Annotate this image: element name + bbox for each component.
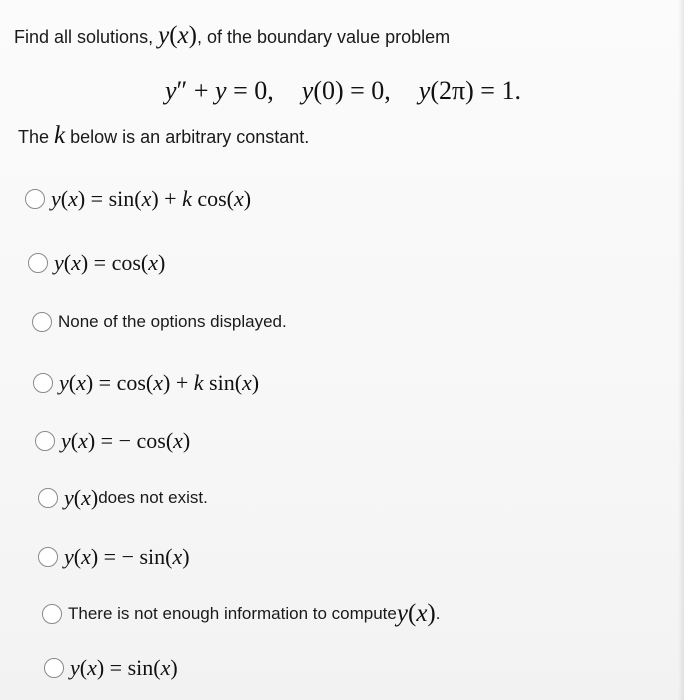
radio-button[interactable] xyxy=(38,547,58,567)
option-label: does not exist. xyxy=(98,488,208,507)
prompt-text-after: , of the boundary value problem xyxy=(196,27,451,47)
option-7[interactable] xyxy=(38,544,190,570)
equation-bc-left: y(0) = 0, xyxy=(301,76,391,105)
note-variable: k xyxy=(54,122,66,149)
question-prompt xyxy=(14,22,450,50)
radio-button[interactable] xyxy=(42,604,62,624)
radio-button[interactable] xyxy=(38,488,58,508)
option-8[interactable] xyxy=(42,600,440,628)
option-label: y(x) = sin(x) + k cos(x) xyxy=(51,186,252,211)
note-text-before: The xyxy=(18,127,55,147)
radio-button[interactable] xyxy=(32,312,52,332)
option-label: y(x) = − cos(x) xyxy=(61,428,191,453)
radio-button[interactable] xyxy=(44,658,64,678)
note-text-after: below is an arbitrary constant. xyxy=(65,127,310,147)
option-3[interactable] xyxy=(32,312,287,332)
radio-button[interactable] xyxy=(28,253,48,273)
option-9[interactable] xyxy=(44,655,178,681)
option-6[interactable] xyxy=(38,485,208,511)
radio-button[interactable] xyxy=(35,431,55,451)
boundary-value-equation xyxy=(165,76,521,106)
prompt-function: y(x) xyxy=(158,22,197,49)
option-label: y(x) = cos(x) + k sin(x) xyxy=(59,370,260,395)
radio-button[interactable] xyxy=(25,189,45,209)
option-4[interactable] xyxy=(33,370,259,396)
constant-note xyxy=(18,122,309,150)
option-label: None of the options displayed. xyxy=(58,312,287,331)
option-5[interactable] xyxy=(35,428,190,454)
option-math: y(x) xyxy=(396,600,436,627)
prompt-text-before: Find all solutions, xyxy=(14,27,159,47)
radio-button[interactable] xyxy=(33,373,53,393)
page-edge-shadow xyxy=(678,0,684,700)
option-label: y(x) = − sin(x) xyxy=(64,544,190,569)
option-label-end: . xyxy=(435,604,441,623)
option-1[interactable] xyxy=(25,186,251,212)
option-label: y(x) = sin(x) xyxy=(70,655,178,680)
equation-ode: y″ + y = 0, xyxy=(165,76,274,105)
option-2[interactable] xyxy=(28,250,165,276)
option-math: y(x) xyxy=(64,485,99,510)
equation-bc-right: y(2π) = 1. xyxy=(418,76,521,105)
option-label: There is not enough information to compute xyxy=(68,604,397,623)
option-label: y(x) = cos(x) xyxy=(54,250,166,275)
